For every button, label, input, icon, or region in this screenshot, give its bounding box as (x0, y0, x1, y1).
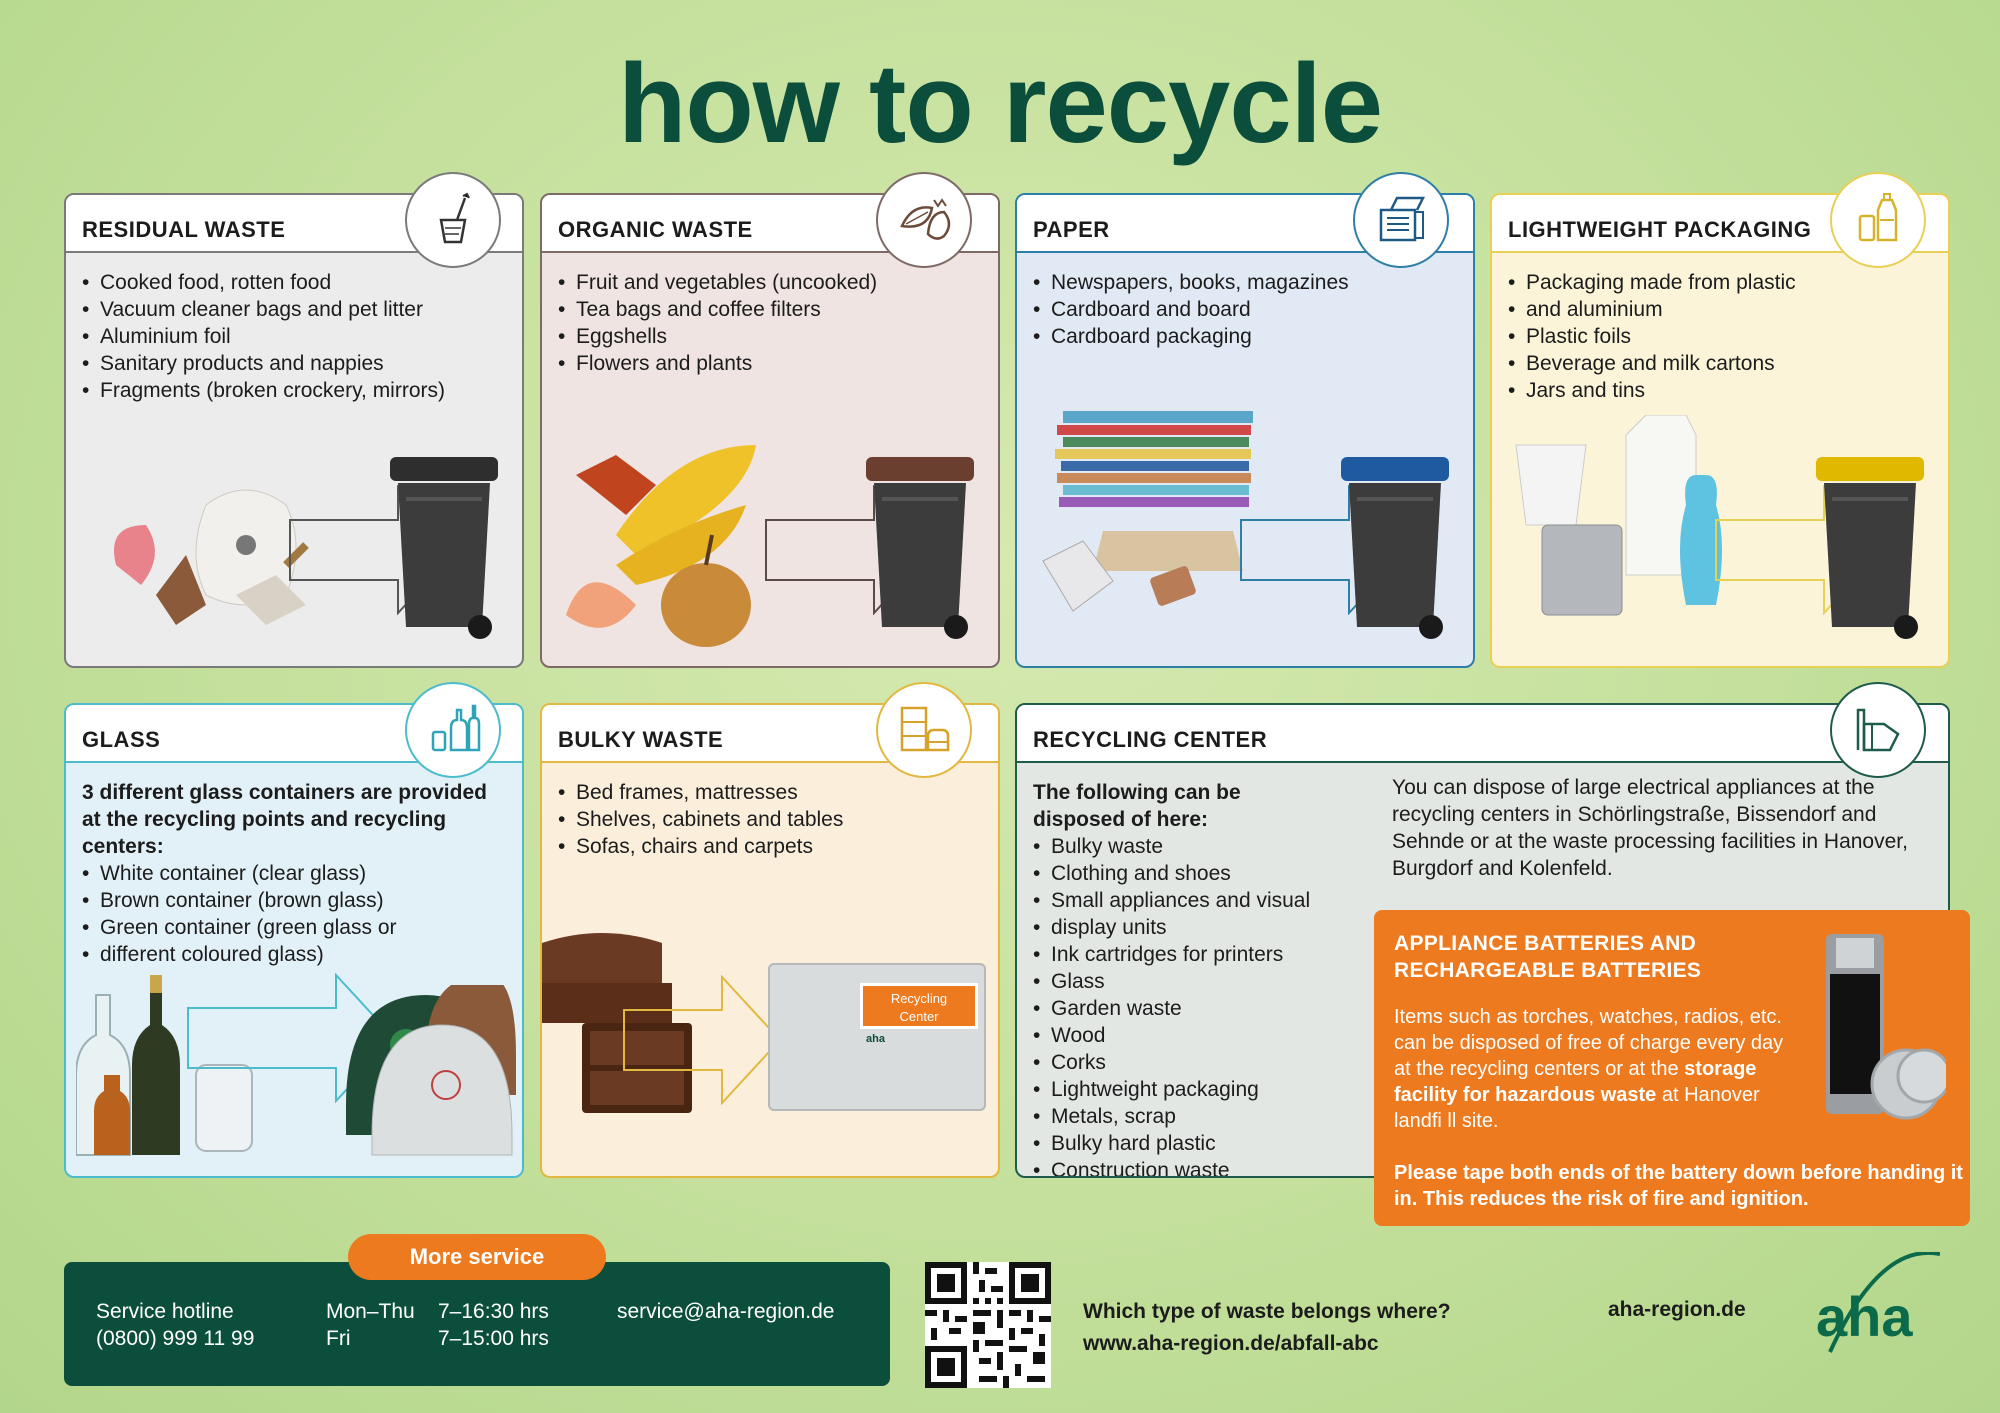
dustpan-brush-icon (405, 172, 501, 268)
hours-fri: 7–15:00 hrs (438, 1327, 549, 1350)
residual-waste-heading: RESIDUAL WASTE (82, 217, 286, 242)
svg-text:aha: aha (1816, 1285, 1913, 1348)
recycling-center-container (768, 963, 986, 1111)
container-label: Recycling Center (890, 991, 948, 1024)
list-item: • Ink cartridges for printers (1033, 941, 1310, 968)
list-item: • Aluminium foil (82, 323, 445, 350)
list-item: • Small appliances and visual (1033, 887, 1310, 914)
newspaper-box-icon (1353, 172, 1449, 268)
lightweight-packaging-list (1508, 269, 1796, 404)
waste-abc-question: Which type of waste belongs where? (1083, 1300, 1451, 1323)
recycling-center-heading: RECYCLING CENTER (1033, 727, 1268, 752)
list-item: • Fragments (broken crockery, mirrors) (82, 377, 445, 404)
list-item: • Jars and tins (1508, 377, 1796, 404)
list-item: • different coloured glass) (82, 941, 397, 968)
leaf-eggshell-icon (876, 172, 972, 268)
recycling-center-icon (1830, 682, 1926, 778)
website-link[interactable]: aha-region.de (1608, 1298, 1746, 1321)
organic-waste-list (558, 269, 877, 377)
list-item: • Plastic foils (1508, 323, 1796, 350)
list-item: • Vacuum cleaner bags and pet litter (82, 296, 445, 323)
more-service-button[interactable]: More service (348, 1234, 606, 1280)
list-item: • Sanitary products and nappies (82, 350, 445, 377)
list-item: • Shelves, cabinets and tables (558, 806, 843, 833)
battery-illustration (1806, 934, 1946, 1134)
list-item: • Bed frames, mattresses (558, 779, 843, 806)
residual-waste-list (82, 269, 445, 404)
list-item: • Beverage and milk cartons (1508, 350, 1796, 377)
list-item: • Glass (1033, 968, 1310, 995)
list-item: • Bulky waste (1033, 833, 1310, 860)
batteries-heading: APPLIANCE BATTERIES AND RECHARGEABLE BATTERIES (1394, 932, 1702, 982)
list-item: • display units (1033, 914, 1310, 941)
recycling-center-lead: The following can be disposed of here: (1033, 781, 1241, 831)
batteries-panel (1374, 910, 1970, 1226)
list-item: • Flowers and plants (558, 350, 877, 377)
paper-heading: PAPER (1033, 217, 1110, 242)
service-bar (64, 1262, 890, 1386)
arrow-icon (622, 975, 782, 1105)
list-item: • Corks (1033, 1049, 1310, 1076)
furniture-icon (876, 682, 972, 778)
residual-bin-icon (384, 457, 504, 642)
bulky-waste-list (558, 779, 843, 860)
list-item: • Fruit and vegetables (uncooked) (558, 269, 877, 296)
list-item: • Cardboard and board (1033, 296, 1349, 323)
bottle-carton-icon (1830, 172, 1926, 268)
list-item: • Tea bags and coffee filters (558, 296, 877, 323)
list-item: • Clothing and shoes (1033, 860, 1310, 887)
qr-code-icon[interactable] (925, 1262, 1051, 1388)
glass-list (82, 860, 397, 968)
list-item: • White container (clear glass) (82, 860, 397, 887)
paper-illustration (1033, 411, 1273, 621)
lightweight-packaging-heading: LIGHTWEIGHT PACKAGING (1508, 217, 1812, 242)
list-item: • Sofas, chairs and carpets (558, 833, 843, 860)
list-item: • Metals, scrap (1033, 1103, 1310, 1130)
days-fri: Fri (326, 1327, 351, 1350)
batteries-body: Items such as torches, watches, radios, etc. can be disposed of free of charge every day at the recycling centers or at the storage facility for hazardous waste at Hanover landfi ll site. (1394, 1006, 1784, 1132)
hours-mon-thu: 7–16:30 hrs (438, 1300, 549, 1323)
list-item: • Lightweight packaging (1033, 1076, 1310, 1103)
hotline-number[interactable]: (0800) 999 11 99 (96, 1327, 255, 1350)
bulky-waste-heading: BULKY WASTE (558, 727, 724, 752)
list-item: • Wood (1033, 1022, 1310, 1049)
service-email-link[interactable]: service@aha-region.de (617, 1300, 835, 1323)
paper-bin-icon (1335, 457, 1455, 642)
recycling-center-list (1033, 833, 1310, 1178)
waste-abc-link[interactable]: www.aha-region.de/abfall-abc (1083, 1332, 1379, 1355)
electrical-appliances-text: You can dispose of large electrical appliances at the recycling centers in Schörlingstraße, Bissendorf and Sehnde or at the waste processing facilities in Hanover, Burgdorf and Kolenfeld. (1392, 776, 1908, 880)
batteries-note: Please tape both ends of the battery down before handing it in. This reduces the risk of fire and ignition. (1394, 1162, 1963, 1210)
list-item: • Cooked food, rotten food (82, 269, 445, 296)
paper-list (1033, 269, 1349, 350)
list-item: • and aluminium (1508, 296, 1796, 323)
list-item: • Eggshells (558, 323, 877, 350)
container-brand: aha (866, 1033, 885, 1045)
hotline-label: Service hotline (96, 1300, 234, 1323)
organic-bin-icon (860, 457, 980, 642)
page-title: how to recycle (617, 41, 1383, 166)
days-mon-thu: Mon–Thu (326, 1300, 415, 1323)
list-item: • Green container (green glass or (82, 914, 397, 941)
glass-lead-text: 3 different glass containers are provided at the recycling points and recycling centers: (82, 781, 487, 858)
list-item: • Garden waste (1033, 995, 1310, 1022)
list-item: • Bulky hard plastic (1033, 1130, 1310, 1157)
list-item: • Cardboard packaging (1033, 323, 1349, 350)
glass-containers-illustration (336, 985, 516, 1165)
glass-bottles-icon (405, 682, 501, 778)
lightweight-bin-icon (1810, 457, 1930, 642)
list-item: • Packaging made from plastic (1508, 269, 1796, 296)
list-item: • Construction waste (1033, 1157, 1310, 1178)
aha-logo (1812, 1252, 1940, 1372)
list-item: • Brown container (brown glass) (82, 887, 397, 914)
list-item: • Newspapers, books, magazines (1033, 269, 1349, 296)
glass-heading: GLASS (82, 727, 161, 752)
organic-waste-heading: ORGANIC WASTE (558, 217, 753, 242)
